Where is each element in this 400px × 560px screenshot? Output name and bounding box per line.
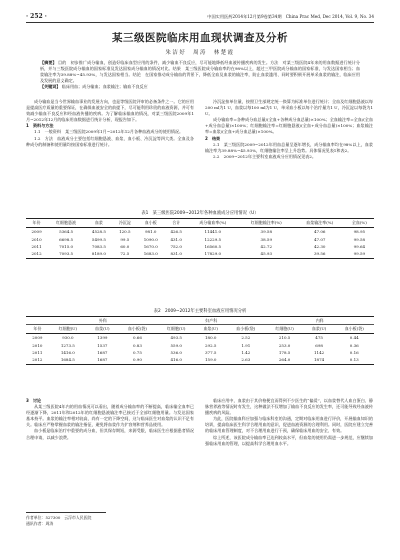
body-paragraph: 血小板是临床治疗中重要的成分血，但其保存期短，来源受限，临床医生应根据患者情况合理申请，以减少浪费。 [26, 428, 194, 440]
keywords-label: 【关键词】 [40, 84, 61, 90]
table2-cell: 159.0 [205, 357, 217, 363]
table2-cell: 2009 [32, 335, 43, 341]
body-paragraph: 2.2 2009~2012年主要科室血液成分应用情况见表2。 [213, 153, 316, 159]
table1 [26, 218, 374, 259]
table2-cell: 0.36 [349, 342, 359, 348]
body-paragraph: 从某三级医院4年内的用血情况可以看出，随着成分输血率的不断提高，临床输全血率已经逐渐下降，2011年和2012年的红细胞悬液输注率已接近于全部红细胞用量。与发达国家基本持平。血浆的输注率相对较高，尚有一定的下降空间，这与临床医生对血浆的认识不足有关。临床应严格掌握血浆的输注指征，避免将血浆作为扩容剂和营养品使用。 [26, 404, 194, 428]
section-heading: 3 讨论 [26, 398, 42, 403]
table2-row [26, 341, 374, 348]
table1-row [26, 250, 374, 258]
table1-header-cell: 血小板 [137, 219, 165, 228]
body-paragraph: 1.1 一般资料 某三级医院2009年1月~2012年12月各种血液成分的使用情况。 [34, 129, 184, 135]
table2-header-cell: 年份 [26, 325, 49, 334]
body-paragraph: 冷沉淀按单位量，按照卫生部规定统一换算为标准单位进行统计；全血及红细胞悬液以每200 ml为1 U，血浆以每100 ml为1 U，单采血小板以每个治疗量为1 U，冷沉淀以每袋为1 U。 [205, 99, 373, 117]
table1-header-row [26, 219, 374, 228]
body-column-left-top [26, 99, 194, 209]
section-heading: 2 结果 [205, 135, 221, 141]
table2-cell: 1.42 [241, 349, 251, 355]
body-paragraph: 2.1 某三级医院2009~2012年用血总量呈逐年增长，成分输血率均在98%以上，血浆输注率为39.88%~45.93%，红细胞输注率呈上升趋势。具体情况见表1和表2。 [205, 141, 373, 153]
table2-cell: 0.66 [132, 335, 142, 341]
table2-cell: 1399 [97, 335, 108, 341]
author-affiliation: 作者单位：527300 云浮市人民医院 [26, 515, 92, 520]
table2-cell: 377.5 [205, 349, 217, 355]
table2-cell: 1.91 [241, 342, 251, 348]
author-footnote [26, 512, 106, 527]
table1-header-cell: 年份 [26, 219, 47, 228]
journal-citation: 中国实用医药2014年12月第9卷第34期 China Prac Med, Dec 2014, Vol. 9, No. 34 [207, 14, 374, 19]
table1-header-cell: 成分输血率(%) [188, 219, 238, 228]
table2-row [26, 349, 374, 356]
table1-cell: 47.07 [313, 236, 326, 242]
table2-header-cell: 血浆(U) [87, 325, 118, 334]
table2-body [26, 334, 374, 365]
table1-header-cell: 红细胞输注率(%) [238, 219, 295, 228]
body-paragraph: 综上所述，该医院成分输血率已达到较高水平，但血浆的使用仍需进一步规范，应继续加强临床用血的管理，以提高科学合理用血水平。 [205, 434, 373, 446]
abstract-block [40, 60, 360, 90]
table2-cell: 0.16 [349, 349, 359, 355]
table1-cell: 39.58 [260, 229, 272, 235]
table1-cell: 752.0 [170, 243, 182, 249]
table1-cell: 2009 [31, 229, 42, 235]
abstract-text: 目的 初步推广成分输血，创造好临床血型应用的条件，减少输血不良反应，尽可能地降低经血液传播疾病的发生。方法 对某三级医院4年来的用血数据进行统计分析，并与三级医院成分输血的国家标准及发达国家成分输血的情况对比。结果 某三级医院成分输血率约在98%以上，超过三甲医院成分输血的国家标准，与发达国家相当；血浆输注率为39.88%~45.93%，与发达国家相当。结论 在国家推动成分输血的背景下，降低全血及血浆的输注率，防止血浆滥用、同时要积极开展单采血浆的输注，临床应用及发展的意义确定。 [40, 60, 360, 84]
table2-cell: 1273.5 [60, 342, 75, 348]
table1-header-cell: 合计 [165, 219, 188, 228]
table1-cell: 72.5 [120, 251, 130, 257]
table1-cell: 7083.5 [91, 243, 106, 249]
table2-cell: 0.13 [349, 357, 359, 363]
table1-cell: 2011 [31, 243, 42, 249]
table1-cell: 42.72 [260, 243, 272, 249]
table1-body [26, 228, 374, 259]
table2-header-cell: 红细胞(U) [49, 325, 87, 334]
table2-cell: 536.0 [170, 349, 182, 355]
table2-header-cell: 血小板(袋) [335, 325, 375, 334]
table2-header-cell: 血浆(U) [195, 325, 226, 334]
table1-cell: 981.0 [145, 229, 157, 235]
table2-cell: 180.0 [205, 335, 217, 341]
table1-cell: 98.95 [353, 229, 366, 235]
table1-cell: 39.56 [313, 251, 326, 257]
table2-cell: 930.0 [62, 335, 74, 341]
body-column-left-bottom [26, 398, 194, 506]
section-heading: 1 资料与方法 [26, 123, 54, 129]
table2-cell: 0.90 [132, 357, 142, 363]
table2-cell: 1684.5 [60, 357, 75, 363]
table1-cell: 1670.0 [143, 243, 158, 249]
table1-cell: 5364.5 [59, 229, 74, 235]
table2-group-cell: 外科 [49, 317, 157, 325]
table2-cell: 475 [315, 335, 323, 341]
table2-cell: 416.0 [170, 357, 182, 363]
table2-cell: 698 [315, 342, 323, 348]
table2-cell: 1537 [97, 342, 108, 348]
table2-cell: 0.44 [349, 335, 359, 341]
table1-cell: 1090.0 [143, 236, 158, 242]
table2-cell: 1687 [97, 349, 108, 355]
article-authors: 朱洁好 周涛 林楚霞 [165, 50, 235, 56]
table2-group-row [26, 317, 374, 325]
table2-header-cell: 血小板(袋) [226, 325, 265, 334]
table2-cell: 2010 [32, 342, 43, 348]
running-header [26, 8, 374, 23]
table1-cell: 4528.5 [91, 229, 106, 235]
table2-group-cell [26, 317, 49, 325]
table2-cell: 292.5 [205, 342, 217, 348]
table1-cell: 17829.0 [204, 251, 222, 257]
body-paragraph: 成分输血率=各种成分血总量/(全血+各种成分血总量)×100%；全血输注率=全血/(全血+成分血总量)×100%；红细胞输注率=红细胞悬液/(全血+成分血总量)×100%；血浆输注率=血浆/(全血+成分血总量)×100%。 [205, 117, 373, 135]
table1-cell: 7093.5 [59, 251, 74, 257]
table2-caption: 表2 2009~2012年主要科室血液应用情况分析 [153, 309, 247, 314]
table1-row [26, 235, 374, 242]
table1-cell: 99.5 [120, 236, 130, 242]
table1-caption: 表1 某三级医院2009~2012年各种血液成分应用情况（U） [141, 211, 259, 216]
table2-cell: 1416.0 [60, 349, 75, 355]
table2-header-row [26, 325, 374, 334]
table1-cell: 16560.5 [204, 243, 222, 249]
body-paragraph: 临床应用中，血浆由于其价格便宜而得到不少医生的“偏爱”，以血浆替代人血白蛋白、静脉营养液等情况时有发生，这种做法不仅增加了输血不良反应的发生率，还可能导致经血液传播疾病的风险。 [205, 398, 373, 416]
table1-cell: 12229.5 [204, 236, 222, 242]
table2-cell: 0.83 [132, 342, 142, 348]
table1-cell: 8189.0 [91, 251, 106, 257]
body-paragraph: 1.2 方法 血液成分主要包括红细胞悬液、血浆、血小板、冷沉淀等四大类。全血及各种成分的制备和使用量均按国家标准进行统计。 [26, 135, 194, 147]
table2-cell: 1142 [314, 349, 325, 355]
body-paragraph: 成分输血是当今世界输血事业的发展方向，也是等级医院评审的必备条件之一。它的应用是提高医疗质量的重要保证，在确保血液安全的前提下，尽可能利用珍贵的血液资源，并可有效减少输血不良反应和经血液传播的疾病。为了解临床输血的情况，对某三级医院2009年1月~2012年12月的临床用血数据进行统计分析，现报告如下。 [26, 99, 194, 123]
table1-cell: 120.5 [119, 229, 131, 235]
table1-cell: 99.59 [353, 251, 366, 257]
table1-cell: 11441.0 [204, 229, 222, 235]
table1-row [26, 243, 374, 250]
table1-cell: 431.0 [170, 236, 182, 242]
keywords-text: 临床用血；成分输血；血浆输注；输血不良反应 [61, 84, 148, 90]
table1-cell: 47.06 [313, 229, 326, 235]
table2-cell: 2011 [32, 349, 43, 355]
table1-cell: 45.93 [260, 251, 272, 257]
table2-header-cell: 红细胞(U) [266, 325, 304, 334]
table1-cell: 38.59 [260, 236, 272, 242]
abstract-label: 【摘要】 [40, 60, 57, 65]
table1-cell: 99.64 [353, 243, 366, 249]
table2-cell: 1687 [97, 357, 108, 363]
body-column-right-bottom [205, 398, 373, 550]
table2-cell: 253.0 [278, 342, 291, 348]
table2-cell: 2012 [32, 357, 43, 363]
table1-cell: 831.0 [170, 251, 182, 257]
table1-header-cell: 全血(%) [345, 219, 374, 228]
table2-cell: 2.52 [241, 335, 251, 341]
table2-row [26, 356, 374, 364]
table2-cell: 178.5 [278, 349, 291, 355]
table1-cell: 7015.0 [59, 243, 74, 249]
table2-header-cell: 血浆(U) [304, 325, 335, 334]
table2-cell: 210.5 [278, 335, 291, 341]
table1-cell: 99.58 [353, 236, 366, 242]
table2-group-cell: 内科 [266, 317, 375, 325]
table2-header-cell: 血小板(袋) [118, 325, 157, 334]
table1-header-cell: 红细胞悬液 [47, 219, 85, 228]
table1-row [26, 228, 374, 236]
table1-cell: 5499.5 [91, 236, 106, 242]
corresponding-author: 通讯作者：周涛 [26, 521, 54, 526]
table2-cell: 1874 [314, 357, 325, 363]
page-number: · 252 · [26, 13, 47, 20]
table2-cell: 559.0 [170, 342, 182, 348]
table2-cell: 493.5 [170, 335, 182, 341]
table2-cell: 0.75 [132, 349, 142, 355]
table1-cell: 2012 [31, 251, 42, 257]
table1-cell: 1683.0 [143, 251, 158, 257]
body-paragraph: 为此，医院输血科应加强与临床科室的沟通，定期对临床用血进行评价，开展输血知识的培训，提高临床医生科学合理用血的意识，促进血液资源的合理利用。同时，医院应建立完善的临床用血管理制度，对不合理用血进行干预，确保临床用血的安全、有效。 [205, 416, 373, 434]
table2-cell: 2.63 [241, 357, 251, 363]
table2-cell: 264.0 [278, 357, 291, 363]
table1-cell: 426.5 [170, 229, 182, 235]
table1-cell: 42.30 [313, 243, 326, 249]
table1-cell: 6698.5 [59, 236, 74, 242]
table2-header-cell: 红细胞(U) [157, 325, 195, 334]
table2-row [26, 334, 374, 342]
table1-cell: 2010 [31, 236, 42, 242]
table1-header-cell: 血浆输注率(%) [295, 219, 345, 228]
body-column-right-top [205, 99, 373, 209]
table1-cell: 60.0 [120, 243, 130, 249]
table2 [26, 316, 374, 365]
article-title: 某三级医院临床用血现状调查及分析 [112, 32, 288, 44]
table1-header-cell: 血浆 [85, 219, 113, 228]
table2-group-cell: 妇产科 [157, 317, 265, 325]
table1-header-cell: 冷沉淀 [113, 219, 137, 228]
